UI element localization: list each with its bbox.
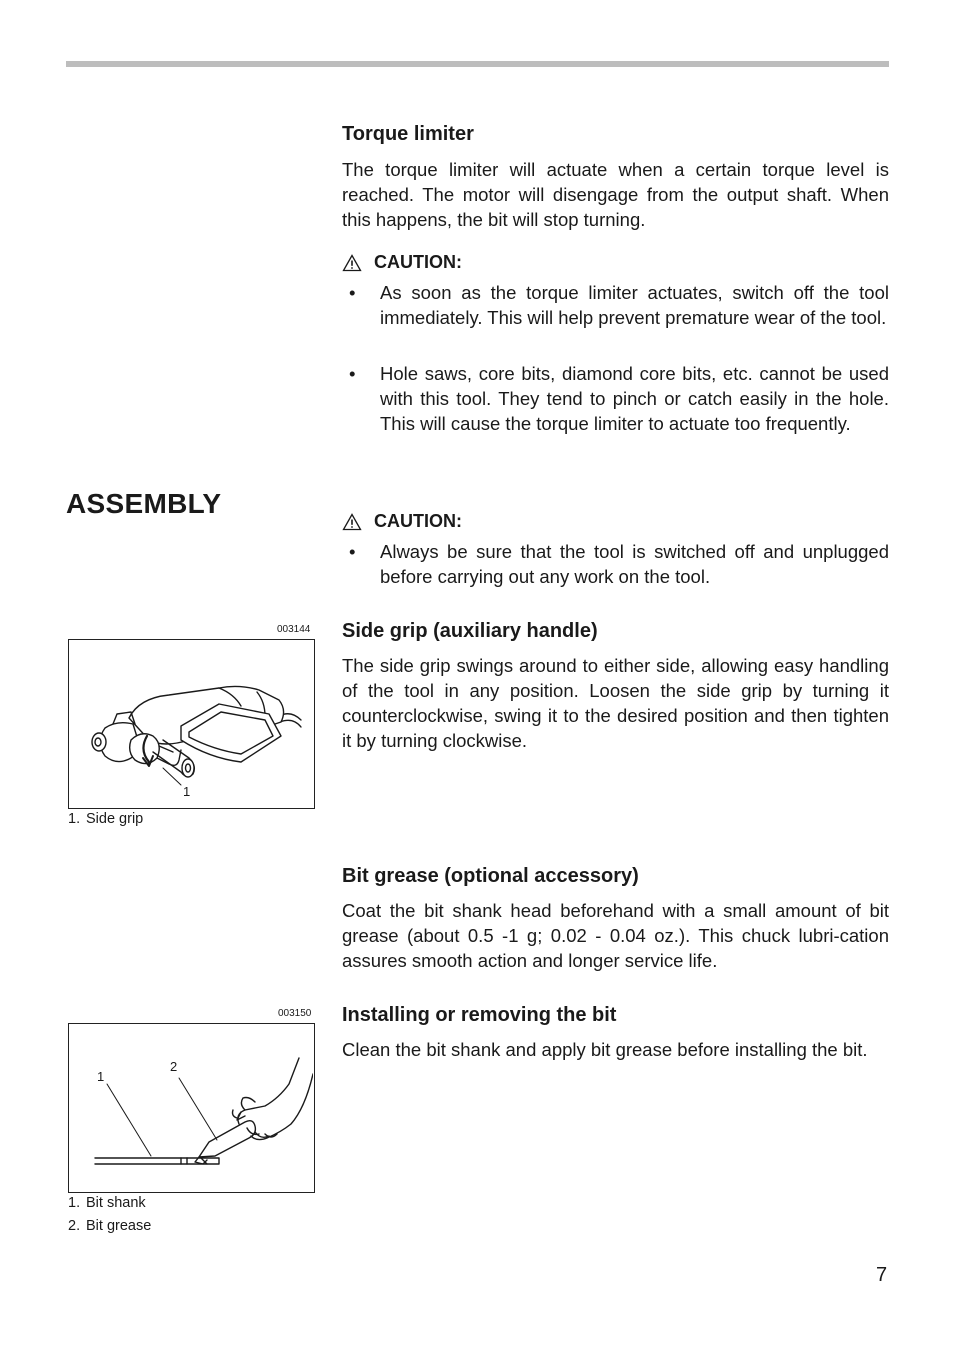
list-item: • Always be sure that the tool is switched off and unplugged before carrying out any work on the tool.	[349, 541, 889, 587]
warning-triangle-icon	[342, 254, 362, 272]
bit-grease-heading: Bit grease (optional accessory)	[342, 865, 639, 887]
torque-limiter-body: The torque limiter will actuate when a certain torque level is reached. The motor will disengage from the output shaft. When this happens, the bit will stop turning.	[342, 159, 889, 230]
side-grip-heading: Side grip (auxiliary handle)	[342, 620, 598, 642]
install-bit-heading: Installing or removing the bit	[342, 1004, 617, 1026]
callout-number: 2	[170, 1059, 178, 1074]
figure-code: 003144	[277, 624, 311, 635]
caution-label-torque: CAUTION:	[342, 252, 462, 273]
figure-caption: 1. Bit shank	[68, 1195, 146, 1211]
list-item: • As soon as the torque limiter actuates, switch off the tool immediately. This will help prevent premature wear of the tool.	[349, 282, 889, 328]
list-item: • Hole saws, core bits, diamond core bits, etc. cannot be used with this tool. They tend to pinch or catch easily in the hole. This will cause the torque limiter to actuate too frequently.	[349, 363, 889, 434]
rotary-hammer-side-grip-drawing	[69, 640, 313, 807]
figure-caption: 1. Side grip	[68, 811, 144, 827]
figure-code: 003150	[278, 1008, 312, 1019]
page-number: 7	[876, 1264, 888, 1286]
bit-grease-application-drawing	[69, 1024, 313, 1191]
torque-limiter-heading: Torque limiter	[342, 123, 474, 145]
header-rule	[66, 61, 889, 67]
callout-number: 1	[183, 784, 191, 799]
callout-number: 1	[97, 1069, 105, 1084]
caution-label-assembly: CAUTION:	[342, 511, 462, 532]
warning-triangle-icon	[342, 513, 362, 531]
bit-grease-body: Coat the bit shank head beforehand with a small amount of bit grease (about 0.5 -1 g; 0.02 - 0.04 oz.). This chuck lubri-cation assures smooth action and longer service life.	[342, 900, 889, 971]
figure-caption: 2. Bit grease	[68, 1218, 152, 1234]
bit-grease-illustration	[68, 1023, 315, 1193]
side-grip-body: The side grip swings around to either side, allowing easy handling of the tool in any position. Loosen the side grip by turning it counterclockwise, swing it to the desired position and then tighten it by turning clockwise.	[342, 655, 889, 751]
install-bit-body: Clean the bit shank and apply bit grease before installing the bit.	[342, 1039, 868, 1060]
side-grip-illustration	[68, 639, 315, 809]
section-title-assembly: ASSEMBLY	[66, 488, 222, 519]
